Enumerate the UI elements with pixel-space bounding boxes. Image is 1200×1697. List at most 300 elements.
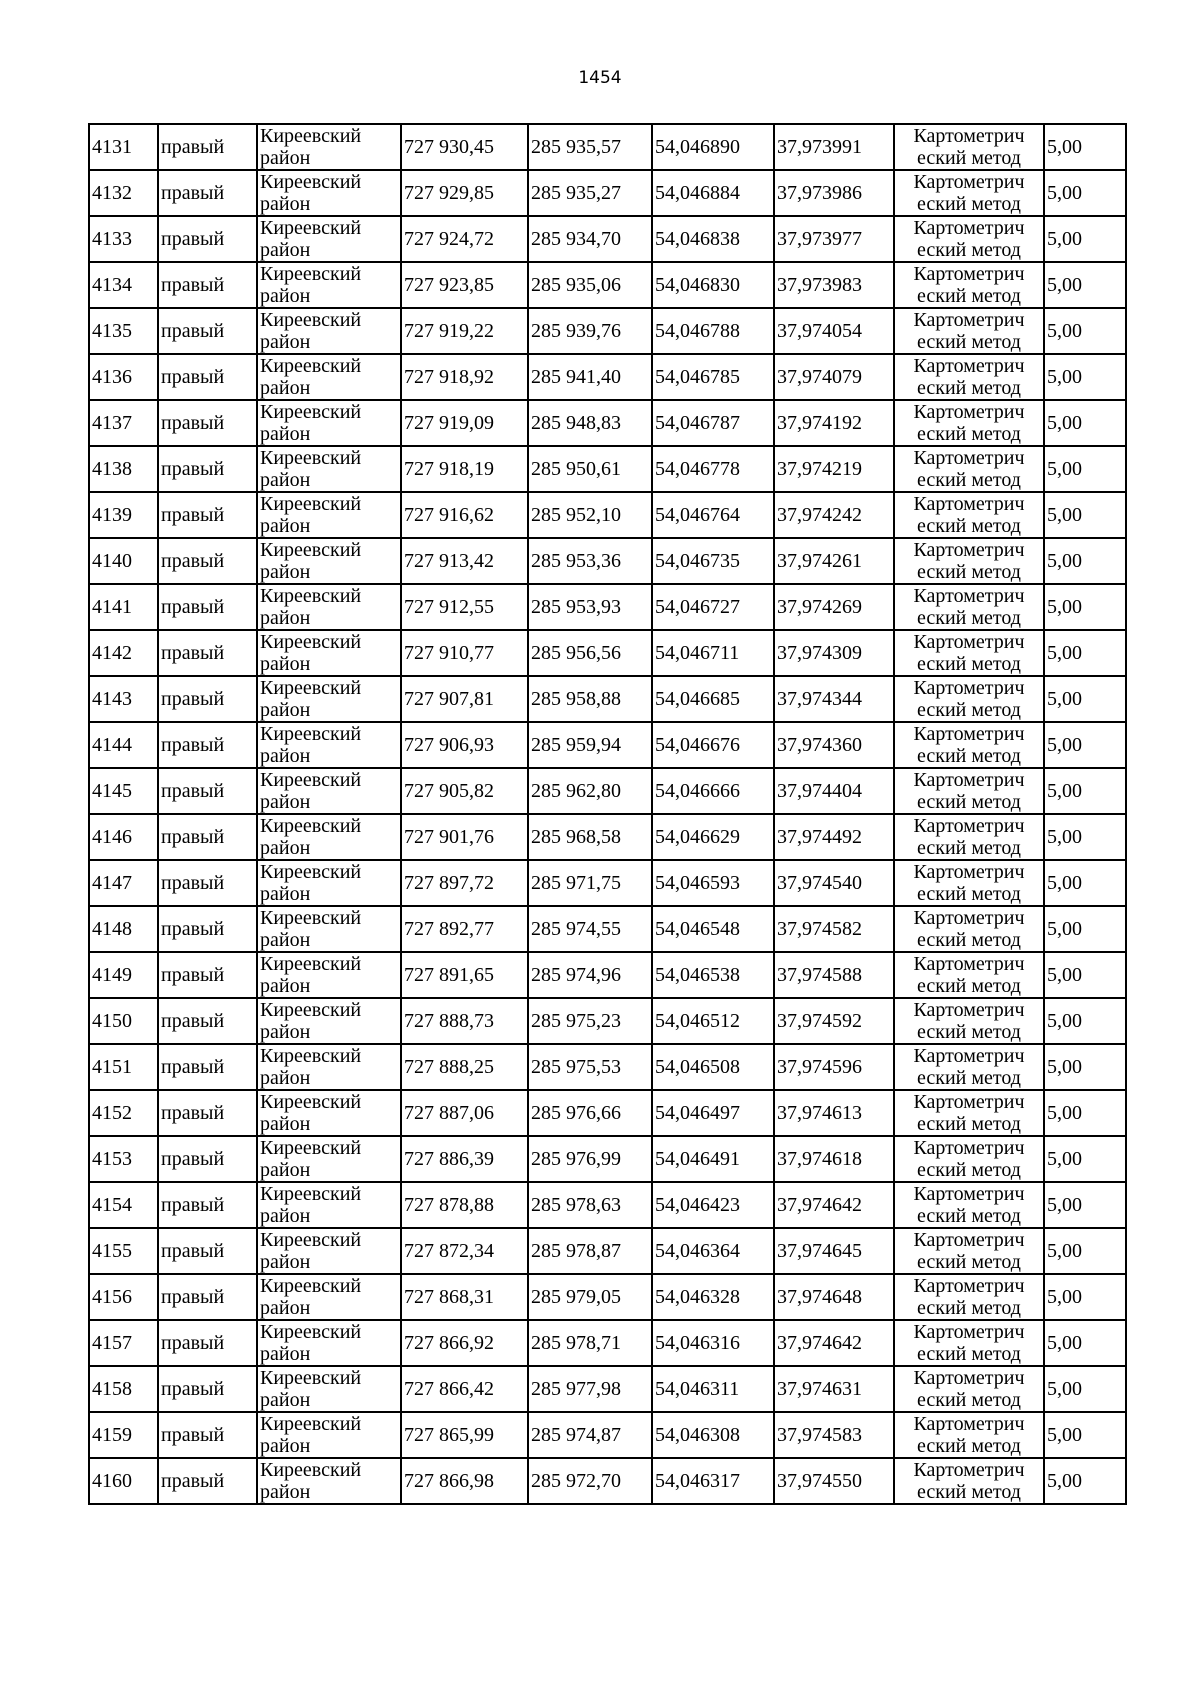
y-coordinate-cell: 285 974,55: [528, 906, 652, 952]
bank-side-cell: правый: [158, 722, 257, 768]
point-number-cell: 4139: [89, 492, 158, 538]
bank-side-cell: правый: [158, 170, 257, 216]
point-number-cell: 4142: [89, 630, 158, 676]
table-row: [89, 400, 1126, 446]
x-coordinate-cell: 727 910,77: [401, 630, 528, 676]
bank-side-cell: правый: [158, 676, 257, 722]
bank-side-cell: правый: [158, 538, 257, 584]
point-number-cell: 4150: [89, 998, 158, 1044]
district-cell: [257, 400, 401, 446]
longitude-cell: 37,974642: [774, 1320, 894, 1366]
accuracy-cell: 5,00: [1044, 1412, 1126, 1458]
method-line-2: еский метод: [917, 1113, 1021, 1135]
coordinates-table: [88, 123, 1127, 1505]
point-number-cell: 4155: [89, 1228, 158, 1274]
district-line-1: Киреевский: [260, 1091, 362, 1113]
y-coordinate-cell: 285 935,27: [528, 170, 652, 216]
x-coordinate-cell: 727 912,55: [401, 584, 528, 630]
y-coordinate-cell: 285 978,87: [528, 1228, 652, 1274]
accuracy-cell: 5,00: [1044, 952, 1126, 998]
bank-side-cell: правый: [158, 308, 257, 354]
point-number-cell: 4133: [89, 216, 158, 262]
x-coordinate-cell: 727 886,39: [401, 1136, 528, 1182]
latitude-cell: 54,046491: [652, 1136, 774, 1182]
method-line-2: еский метод: [917, 285, 1021, 307]
method-cell: [894, 1182, 1044, 1228]
method-line-2: еский метод: [917, 791, 1021, 813]
district-line-1: Киреевский: [260, 447, 362, 469]
table-row: [89, 722, 1126, 768]
method-cell: [894, 722, 1044, 768]
method-cell: [894, 1458, 1044, 1504]
district-line-2: район: [260, 469, 311, 491]
district-line-1: Киреевский: [260, 493, 362, 515]
point-number-cell: 4135: [89, 308, 158, 354]
district-line-1: Киреевский: [260, 1413, 362, 1435]
accuracy-cell: 5,00: [1044, 906, 1126, 952]
district-cell: [257, 1366, 401, 1412]
method-line-1: Картометрич: [913, 447, 1025, 469]
method-cell: [894, 1412, 1044, 1458]
bank-side-cell: правый: [158, 1182, 257, 1228]
district-line-2: район: [260, 837, 311, 859]
accuracy-cell: 5,00: [1044, 722, 1126, 768]
accuracy-cell: 5,00: [1044, 354, 1126, 400]
district-line-2: район: [260, 1205, 311, 1227]
method-line-2: еский метод: [917, 1481, 1021, 1503]
district-cell: [257, 584, 401, 630]
latitude-cell: 54,046328: [652, 1274, 774, 1320]
x-coordinate-cell: 727 930,45: [401, 124, 528, 170]
district-cell: [257, 354, 401, 400]
method-line-1: Картометрич: [913, 1137, 1025, 1159]
accuracy-cell: 5,00: [1044, 1136, 1126, 1182]
longitude-cell: 37,974404: [774, 768, 894, 814]
y-coordinate-cell: 285 972,70: [528, 1458, 652, 1504]
accuracy-cell: 5,00: [1044, 1090, 1126, 1136]
method-cell: [894, 1274, 1044, 1320]
point-number-cell: 4149: [89, 952, 158, 998]
method-cell: [894, 676, 1044, 722]
y-coordinate-cell: 285 977,98: [528, 1366, 652, 1412]
method-line-1: Картометрич: [913, 539, 1025, 561]
y-coordinate-cell: 285 935,57: [528, 124, 652, 170]
district-cell: [257, 492, 401, 538]
district-line-2: район: [260, 239, 311, 261]
method-line-2: еский метод: [917, 469, 1021, 491]
method-line-1: Картометрич: [913, 769, 1025, 791]
method-line-2: еский метод: [917, 331, 1021, 353]
district-line-1: Киреевский: [260, 769, 362, 791]
accuracy-cell: 5,00: [1044, 1366, 1126, 1412]
table-row: [89, 1136, 1126, 1182]
x-coordinate-cell: 727 901,76: [401, 814, 528, 860]
table-row: [89, 216, 1126, 262]
y-coordinate-cell: 285 979,05: [528, 1274, 652, 1320]
accuracy-cell: 5,00: [1044, 768, 1126, 814]
method-line-1: Картометрич: [913, 1183, 1025, 1205]
point-number-cell: 4159: [89, 1412, 158, 1458]
method-line-2: еский метод: [917, 837, 1021, 859]
accuracy-cell: 5,00: [1044, 1458, 1126, 1504]
method-line-1: Картометрич: [913, 677, 1025, 699]
method-line-1: Картометрич: [913, 861, 1025, 883]
district-line-2: район: [260, 331, 311, 353]
bank-side-cell: правый: [158, 998, 257, 1044]
district-cell: [257, 630, 401, 676]
method-cell: [894, 998, 1044, 1044]
accuracy-cell: 5,00: [1044, 492, 1126, 538]
latitude-cell: 54,046593: [652, 860, 774, 906]
method-line-1: Картометрич: [913, 953, 1025, 975]
bank-side-cell: правый: [158, 446, 257, 492]
point-number-cell: 4153: [89, 1136, 158, 1182]
latitude-cell: 54,046676: [652, 722, 774, 768]
x-coordinate-cell: 727 888,25: [401, 1044, 528, 1090]
district-cell: [257, 216, 401, 262]
bank-side-cell: правый: [158, 1458, 257, 1504]
bank-side-cell: правый: [158, 768, 257, 814]
point-number-cell: 4160: [89, 1458, 158, 1504]
y-coordinate-cell: 285 959,94: [528, 722, 652, 768]
x-coordinate-cell: 727 866,98: [401, 1458, 528, 1504]
method-line-1: Картометрич: [913, 999, 1025, 1021]
table-row: [89, 676, 1126, 722]
accuracy-cell: 5,00: [1044, 630, 1126, 676]
y-coordinate-cell: 285 939,76: [528, 308, 652, 354]
accuracy-cell: 5,00: [1044, 308, 1126, 354]
x-coordinate-cell: 727 919,09: [401, 400, 528, 446]
district-cell: [257, 1182, 401, 1228]
y-coordinate-cell: 285 952,10: [528, 492, 652, 538]
district-cell: [257, 1090, 401, 1136]
latitude-cell: 54,046685: [652, 676, 774, 722]
district-line-2: район: [260, 975, 311, 997]
accuracy-cell: 5,00: [1044, 676, 1126, 722]
district-line-2: район: [260, 1113, 311, 1135]
table-row: [89, 814, 1126, 860]
table-row: [89, 1182, 1126, 1228]
method-line-1: Картометрич: [913, 263, 1025, 285]
method-line-2: еский метод: [917, 147, 1021, 169]
district-line-1: Киреевский: [260, 861, 362, 883]
method-cell: [894, 768, 1044, 814]
bank-side-cell: правый: [158, 354, 257, 400]
longitude-cell: 37,974648: [774, 1274, 894, 1320]
district-cell: [257, 1320, 401, 1366]
x-coordinate-cell: 727 906,93: [401, 722, 528, 768]
point-number-cell: 4157: [89, 1320, 158, 1366]
method-cell: [894, 400, 1044, 446]
y-coordinate-cell: 285 968,58: [528, 814, 652, 860]
x-coordinate-cell: 727 905,82: [401, 768, 528, 814]
point-number-cell: 4138: [89, 446, 158, 492]
method-line-1: Картометрич: [913, 1321, 1025, 1343]
x-coordinate-cell: 727 918,19: [401, 446, 528, 492]
bank-side-cell: правый: [158, 1136, 257, 1182]
bank-side-cell: правый: [158, 400, 257, 446]
district-line-2: район: [260, 883, 311, 905]
bank-side-cell: правый: [158, 124, 257, 170]
table-row: [89, 1320, 1126, 1366]
district-line-1: Киреевский: [260, 1275, 362, 1297]
latitude-cell: 54,046788: [652, 308, 774, 354]
accuracy-cell: 5,00: [1044, 998, 1126, 1044]
x-coordinate-cell: 727 878,88: [401, 1182, 528, 1228]
method-cell: [894, 584, 1044, 630]
district-line-1: Киреевский: [260, 1229, 362, 1251]
method-line-1: Картометрич: [913, 1459, 1025, 1481]
district-cell: [257, 1274, 401, 1320]
method-line-2: еский метод: [917, 193, 1021, 215]
x-coordinate-cell: 727 892,77: [401, 906, 528, 952]
page-number: 1454: [578, 68, 622, 88]
method-cell: [894, 308, 1044, 354]
district-cell: [257, 1458, 401, 1504]
method-line-1: Картометрич: [913, 1275, 1025, 1297]
longitude-cell: 37,974261: [774, 538, 894, 584]
bank-side-cell: правый: [158, 262, 257, 308]
district-line-2: район: [260, 1343, 311, 1365]
point-number-cell: 4145: [89, 768, 158, 814]
bank-side-cell: правый: [158, 1090, 257, 1136]
table-row: [89, 906, 1126, 952]
method-line-2: еский метод: [917, 607, 1021, 629]
longitude-cell: 37,974242: [774, 492, 894, 538]
table-row: [89, 124, 1126, 170]
table-row: [89, 1458, 1126, 1504]
bank-side-cell: правый: [158, 584, 257, 630]
latitude-cell: 54,046666: [652, 768, 774, 814]
latitude-cell: 54,046423: [652, 1182, 774, 1228]
longitude-cell: 37,974219: [774, 446, 894, 492]
method-cell: [894, 1044, 1044, 1090]
table-row: [89, 584, 1126, 630]
method-cell: [894, 860, 1044, 906]
longitude-cell: 37,974309: [774, 630, 894, 676]
method-line-2: еский метод: [917, 745, 1021, 767]
bank-side-cell: правый: [158, 1274, 257, 1320]
district-cell: [257, 1412, 401, 1458]
method-line-1: Картометрич: [913, 1367, 1025, 1389]
bank-side-cell: правый: [158, 860, 257, 906]
method-line-1: Картометрич: [913, 1229, 1025, 1251]
y-coordinate-cell: 285 978,71: [528, 1320, 652, 1366]
y-coordinate-cell: 285 974,96: [528, 952, 652, 998]
bank-side-cell: правый: [158, 906, 257, 952]
district-line-2: район: [260, 1481, 311, 1503]
district-line-2: район: [260, 607, 311, 629]
y-coordinate-cell: 285 971,75: [528, 860, 652, 906]
district-cell: [257, 1136, 401, 1182]
y-coordinate-cell: 285 953,93: [528, 584, 652, 630]
district-cell: [257, 538, 401, 584]
point-number-cell: 4144: [89, 722, 158, 768]
longitude-cell: 37,974269: [774, 584, 894, 630]
district-line-2: район: [260, 1067, 311, 1089]
method-line-1: Картометрич: [913, 585, 1025, 607]
table-row: [89, 354, 1126, 400]
method-line-2: еский метод: [917, 561, 1021, 583]
table-row: [89, 1412, 1126, 1458]
x-coordinate-cell: 727 888,73: [401, 998, 528, 1044]
point-number-cell: 4132: [89, 170, 158, 216]
accuracy-cell: 5,00: [1044, 814, 1126, 860]
method-line-1: Картометрич: [913, 355, 1025, 377]
method-line-2: еский метод: [917, 1159, 1021, 1181]
district-cell: [257, 768, 401, 814]
district-cell: [257, 676, 401, 722]
y-coordinate-cell: 285 950,61: [528, 446, 652, 492]
district-line-1: Киреевский: [260, 263, 362, 285]
x-coordinate-cell: 727 868,31: [401, 1274, 528, 1320]
table-row: [89, 1228, 1126, 1274]
method-line-2: еский метод: [917, 1021, 1021, 1043]
method-line-2: еский метод: [917, 515, 1021, 537]
method-line-2: еский метод: [917, 975, 1021, 997]
bank-side-cell: правый: [158, 1366, 257, 1412]
point-number-cell: 4134: [89, 262, 158, 308]
longitude-cell: 37,974492: [774, 814, 894, 860]
point-number-cell: 4147: [89, 860, 158, 906]
x-coordinate-cell: 727 897,72: [401, 860, 528, 906]
y-coordinate-cell: 285 975,23: [528, 998, 652, 1044]
latitude-cell: 54,046497: [652, 1090, 774, 1136]
district-line-2: район: [260, 929, 311, 951]
latitude-cell: 54,046508: [652, 1044, 774, 1090]
accuracy-cell: 5,00: [1044, 124, 1126, 170]
y-coordinate-cell: 285 941,40: [528, 354, 652, 400]
district-line-1: Киреевский: [260, 631, 362, 653]
accuracy-cell: 5,00: [1044, 446, 1126, 492]
district-line-1: Киреевский: [260, 815, 362, 837]
y-coordinate-cell: 285 958,88: [528, 676, 652, 722]
point-number-cell: 4154: [89, 1182, 158, 1228]
district-line-1: Киреевский: [260, 953, 362, 975]
district-cell: [257, 170, 401, 216]
y-coordinate-cell: 285 956,56: [528, 630, 652, 676]
point-number-cell: 4137: [89, 400, 158, 446]
bank-side-cell: правый: [158, 952, 257, 998]
method-cell: [894, 952, 1044, 998]
bank-side-cell: правый: [158, 1228, 257, 1274]
district-line-2: район: [260, 147, 311, 169]
method-line-1: Картометрич: [913, 493, 1025, 515]
bank-side-cell: правый: [158, 492, 257, 538]
bank-side-cell: правый: [158, 630, 257, 676]
district-line-1: Киреевский: [260, 309, 362, 331]
longitude-cell: 37,974642: [774, 1182, 894, 1228]
point-number-cell: 4152: [89, 1090, 158, 1136]
method-cell: [894, 216, 1044, 262]
longitude-cell: 37,973983: [774, 262, 894, 308]
district-cell: [257, 722, 401, 768]
table-row: [89, 630, 1126, 676]
longitude-cell: 37,974540: [774, 860, 894, 906]
district-cell: [257, 124, 401, 170]
longitude-cell: 37,973991: [774, 124, 894, 170]
table-row: [89, 308, 1126, 354]
point-number-cell: 4143: [89, 676, 158, 722]
x-coordinate-cell: 727 923,85: [401, 262, 528, 308]
district-cell: [257, 860, 401, 906]
longitude-cell: 37,974596: [774, 1044, 894, 1090]
latitude-cell: 54,046787: [652, 400, 774, 446]
longitude-cell: 37,974613: [774, 1090, 894, 1136]
district-cell: [257, 1044, 401, 1090]
district-line-1: Киреевский: [260, 999, 362, 1021]
method-line-2: еский метод: [917, 1389, 1021, 1411]
y-coordinate-cell: 285 976,99: [528, 1136, 652, 1182]
method-cell: [894, 1090, 1044, 1136]
district-line-2: район: [260, 561, 311, 583]
table-row: [89, 952, 1126, 998]
table-row: [89, 768, 1126, 814]
district-line-1: Киреевский: [260, 355, 362, 377]
y-coordinate-cell: 285 962,80: [528, 768, 652, 814]
accuracy-cell: 5,00: [1044, 1182, 1126, 1228]
method-line-1: Картометрич: [913, 631, 1025, 653]
latitude-cell: 54,046830: [652, 262, 774, 308]
accuracy-cell: 5,00: [1044, 400, 1126, 446]
district-line-1: Киреевский: [260, 401, 362, 423]
latitude-cell: 54,046890: [652, 124, 774, 170]
table-row: [89, 538, 1126, 584]
x-coordinate-cell: 727 891,65: [401, 952, 528, 998]
point-number-cell: 4158: [89, 1366, 158, 1412]
latitude-cell: 54,046512: [652, 998, 774, 1044]
x-coordinate-cell: 727 918,92: [401, 354, 528, 400]
longitude-cell: 37,974582: [774, 906, 894, 952]
district-line-2: район: [260, 193, 311, 215]
accuracy-cell: 5,00: [1044, 170, 1126, 216]
longitude-cell: 37,974344: [774, 676, 894, 722]
x-coordinate-cell: 727 887,06: [401, 1090, 528, 1136]
district-line-2: район: [260, 1297, 311, 1319]
longitude-cell: 37,974360: [774, 722, 894, 768]
table-row: [89, 860, 1126, 906]
longitude-cell: 37,974588: [774, 952, 894, 998]
method-line-2: еский метод: [917, 377, 1021, 399]
method-line-2: еский метод: [917, 1205, 1021, 1227]
method-cell: [894, 1228, 1044, 1274]
point-number-cell: 4140: [89, 538, 158, 584]
y-coordinate-cell: 285 948,83: [528, 400, 652, 446]
district-line-1: Киреевский: [260, 723, 362, 745]
district-line-2: район: [260, 1159, 311, 1181]
point-number-cell: 4131: [89, 124, 158, 170]
longitude-cell: 37,974645: [774, 1228, 894, 1274]
latitude-cell: 54,046364: [652, 1228, 774, 1274]
latitude-cell: 54,046727: [652, 584, 774, 630]
accuracy-cell: 5,00: [1044, 1044, 1126, 1090]
method-cell: [894, 492, 1044, 538]
method-line-2: еский метод: [917, 653, 1021, 675]
latitude-cell: 54,046764: [652, 492, 774, 538]
district-line-2: район: [260, 515, 311, 537]
latitude-cell: 54,046311: [652, 1366, 774, 1412]
longitude-cell: 37,974079: [774, 354, 894, 400]
district-cell: [257, 814, 401, 860]
method-cell: [894, 630, 1044, 676]
latitude-cell: 54,046538: [652, 952, 774, 998]
y-coordinate-cell: 285 975,53: [528, 1044, 652, 1090]
latitude-cell: 54,046778: [652, 446, 774, 492]
accuracy-cell: 5,00: [1044, 1228, 1126, 1274]
y-coordinate-cell: 285 976,66: [528, 1090, 652, 1136]
latitude-cell: 54,046838: [652, 216, 774, 262]
method-line-2: еский метод: [917, 423, 1021, 445]
